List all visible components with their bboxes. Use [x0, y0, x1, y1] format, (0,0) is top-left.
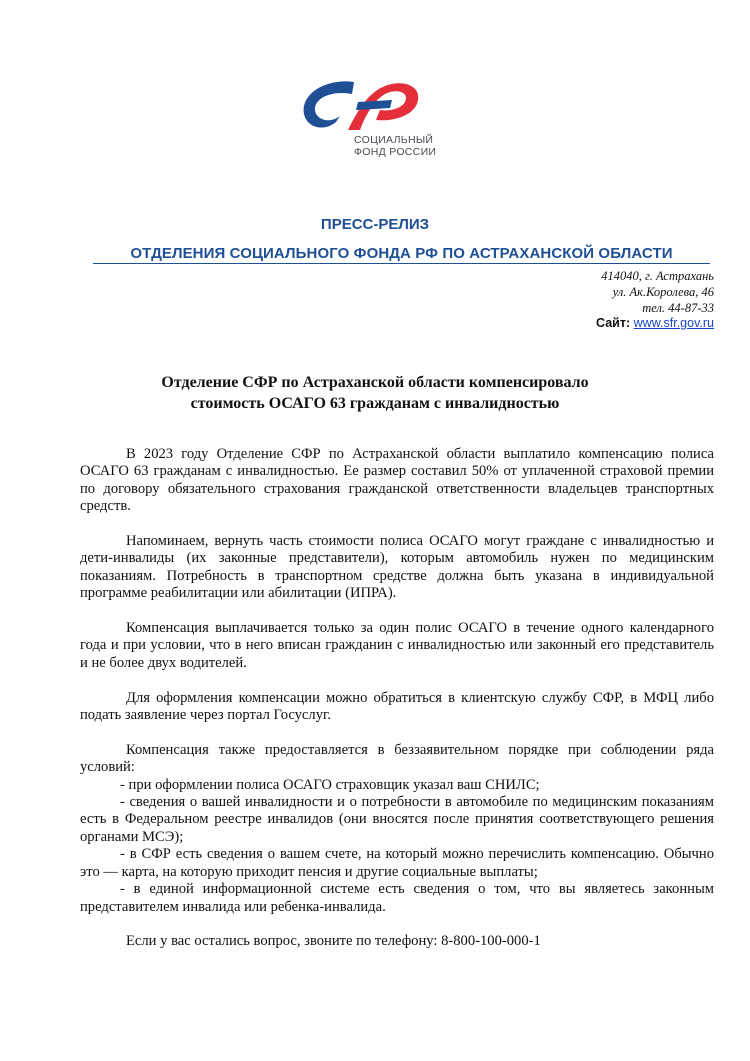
paragraph-3: Компенсация выплачивается только за один полис ОСАГО в течение одного календарного года и при условии, что в него вписан гражданин с инвалидностью или законный его представитель и не более двух водителей. — [80, 620, 714, 671]
logo-line-2: ФОНД РОССИИ — [354, 146, 437, 158]
headline — [80, 372, 670, 414]
address-line-1: 414040, г. Астрахань — [601, 269, 714, 283]
condition-item: - в единой информационной системе есть сведения о том, что вы являетесь законным представителем инвалида или ребенка-инвалида. — [80, 881, 714, 915]
address-phone: тел. 44-87-33 — [642, 301, 714, 315]
sfr-logo-icon — [296, 70, 466, 140]
condition-item: - при оформлении полиса ОСАГО страховщик указал ваш СНИЛС; — [120, 776, 540, 793]
logo-line-1: СОЦИАЛЬНЫЙ — [354, 134, 434, 146]
office-title: ОТДЕЛЕНИЯ СОЦИАЛЬНОГО ФОНДА РФ ПО АСТРАХАНСКОЙ ОБЛАСТИ — [93, 244, 710, 264]
headline-line-2: стоимость ОСАГО 63 гражданам с инвалидностью — [190, 395, 560, 412]
sfr-logo — [296, 70, 466, 165]
site-link[interactable]: www.sfr.gov.ru — [633, 316, 714, 330]
site-line — [596, 316, 714, 330]
press-release-title: ПРЕСС-РЕЛИЗ — [320, 216, 430, 233]
headline-line-1: Отделение СФР по Астраханской области компенсировало — [161, 374, 589, 391]
paragraph-contact: Если у вас остались вопрос, звоните по телефону: 8-800-100-000-1 — [126, 933, 541, 950]
condition-item: - сведения о вашей инвалидности и о потребности в автомобиле по медицинским показаниям есть в Федеральном реестре инвалидов (они вносятся после принятия соответствующего решения органами МСЭ); — [80, 794, 714, 845]
paragraph-2: Напоминаем, вернуть часть стоимости полиса ОСАГО могут граждане с инвалидностью и дети-инвалиды (их законные представители), которым автомобиль нужен по медицинским показаниям. Потребность в транспортном средстве должна быть указана в индивидуальной программе реабилитации или абилитации (ИПРА). — [80, 533, 714, 602]
conditions-intro: Компенсация также предоставляется в беззаявительном порядке при соблюдении ряда условий: — [80, 741, 714, 776]
logo-blue-shape — [304, 81, 354, 127]
condition-item: - в СФР есть сведения о вашем счете, на который можно перечислить компенсацию. Обычно это — карта, на которую приходит пенсия и другие социальные выплаты; — [80, 846, 714, 880]
paragraph-4: Для оформления компенсации можно обратиться в клиентскую службу СФР, в МФЦ либо подать заявление через портал Госуслуг. — [80, 689, 714, 724]
address-line-2: ул. Ак.Королева, 46 — [612, 285, 714, 299]
logo-blue-bar — [356, 100, 392, 110]
conditions-section — [80, 742, 714, 916]
article-body — [80, 446, 714, 968]
site-label: Сайт: — [596, 316, 631, 330]
address-block — [601, 268, 714, 316]
logo-caption — [354, 134, 436, 158]
paragraph-1: В 2023 году Отделение СФР по Астраханской области выплатило компенсацию полиса ОСАГО 63 гражданам с инвалидностью. Ее размер составил 50% от уплаченной страховой премии по договору обязательного страхования гражданской ответственности владельцев транспортных средств. — [80, 446, 714, 515]
